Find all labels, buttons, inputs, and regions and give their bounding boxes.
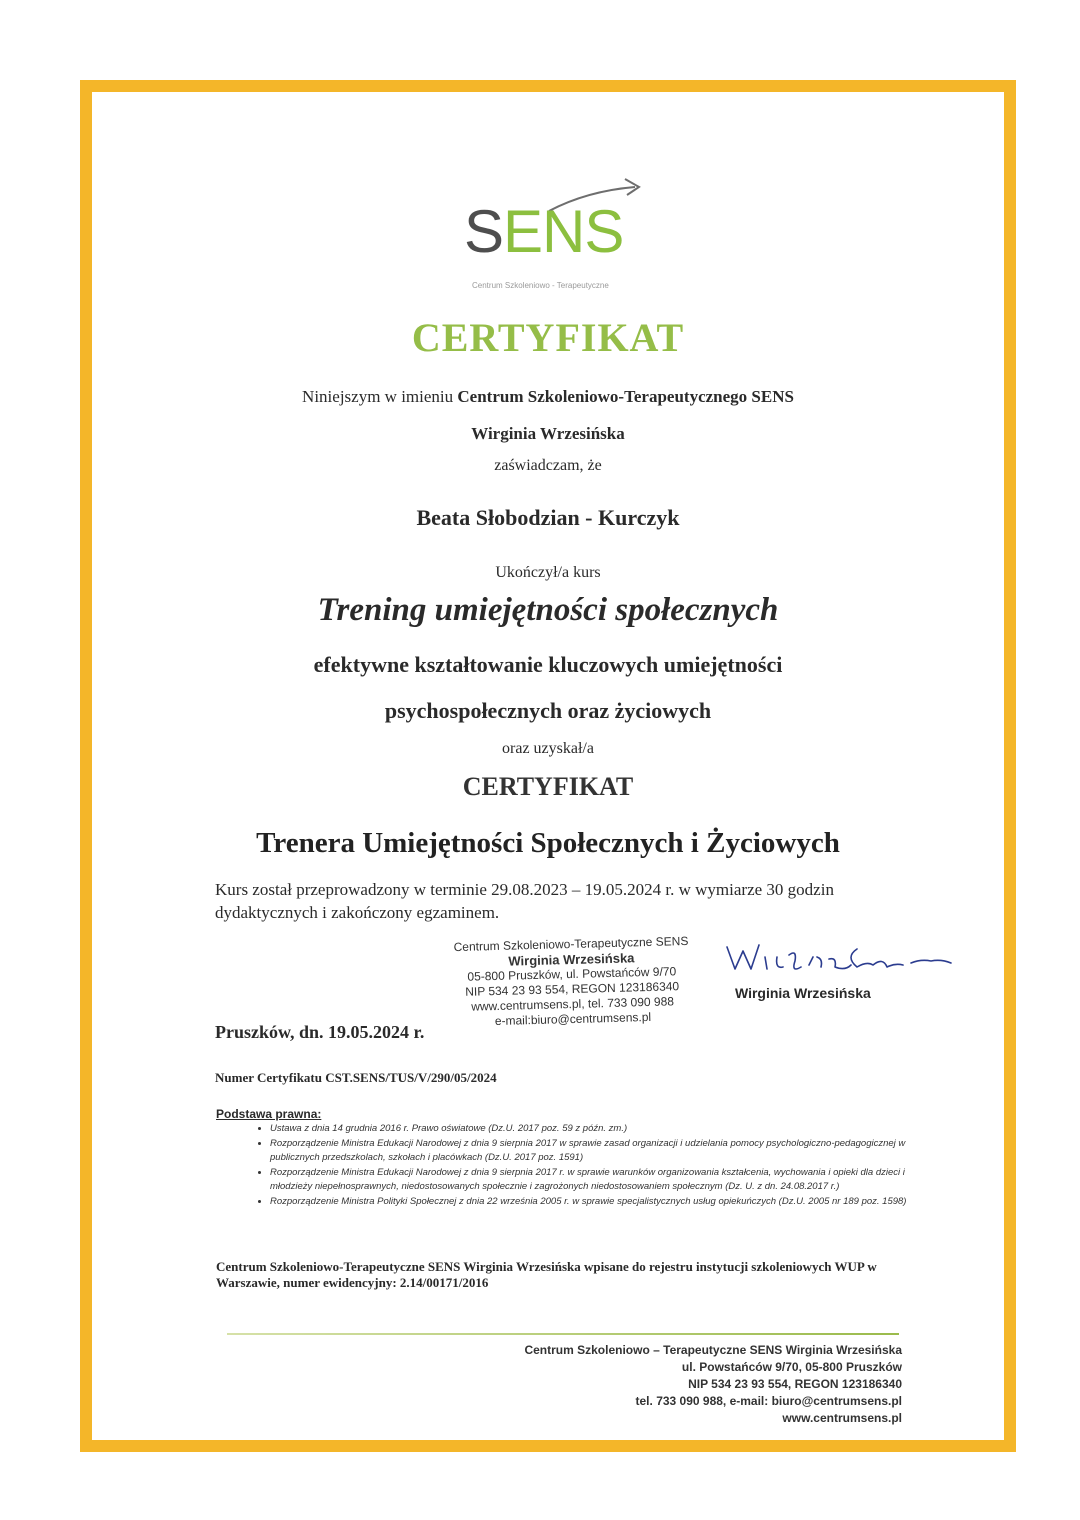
logo-letters-ens: ENS xyxy=(503,198,624,265)
stamp-owner: Wirginia Wrzesińska xyxy=(508,950,635,969)
stamp-line: Centrum Szkoleniowo-Terapeutyczne SENS xyxy=(453,933,689,955)
logo-wordmark xyxy=(464,197,623,266)
intro-line xyxy=(92,387,1004,407)
stamp-nip-regon: NIP 534 23 93 554, REGON 123186340 xyxy=(465,979,680,999)
intro-prefix: Niniejszym w imieniu xyxy=(302,387,454,406)
place-date: Pruszków, dn. 19.05.2024 r. xyxy=(215,1022,425,1042)
registry-note: Centrum Szkoleniowo-Terapeutyczne SENS Wirginia Wrzesińska wpisane do rejestru instytucji szkoleniowych WUP w Warszawie, numer ewidencyjny: 2.14/00171/2016 xyxy=(216,1259,877,1290)
footer-contact xyxy=(512,1342,902,1427)
certificate-trainer-title: Trenera Umiejętności Społecznych i Życiowych xyxy=(256,827,840,859)
legal-basis-item: • Ustawa z dnia 14 grudnia 2016 r. Prawo oświatowe (Dz.U. 2017 poz. 59 z późn. zm.) xyxy=(270,1122,920,1136)
footer-address: ul. Powstańców 9/70, 05-800 Pruszków xyxy=(681,1360,902,1374)
certificate-number: Numer Certyfikatu CST.SENS/TUS/V/290/05/2024 xyxy=(215,1070,497,1085)
intro-organization: Centrum Szkoleniowo-Terapeutycznego SENS xyxy=(457,387,794,406)
certificate-title: CERTYFIKAT xyxy=(411,315,685,360)
handwritten-signature xyxy=(717,937,957,977)
legal-basis-item: • Rozporządzenie Ministra Edukacji Narodowej z dnia 9 sierpnia 2017 r. w sprawie warunków organizowania kształcenia, wychowania i opieki dla dzieci i młodzieży niepełnosprawnych, niedostosowanych społecznie i zagrożonych niedostosowaniem społecznym (Dz. U. z dn. 24.08.2017 r.) xyxy=(270,1166,920,1194)
logo-subtitle: Centrum Szkoleniowo - Terapeutyczne xyxy=(472,281,609,290)
course-name: Trening umiejętności społecznych xyxy=(317,592,779,628)
certificate-frame xyxy=(80,80,1016,1452)
legal-basis-item: • Rozporządzenie Ministra Polityki Społecznej z dnia 22 września 2005 r. w sprawie specjalistycznych usług opiekuńczych (Dz.U. 2005 nr 189 poz. 1598) xyxy=(270,1195,920,1209)
legal-basis-item: • Rozporządzenie Ministra Edukacji Narodowej z dnia 9 sierpnia 2017 w sprawie zasad organizacji i udzielania pomocy psychologiczno-pedagogicznej w publicznych przedszkolach, szkołach i placówkach (Dz.U. 2017 poz. 1591) xyxy=(270,1137,920,1165)
certificate-label: CERTYFIKAT xyxy=(462,772,634,801)
certificate-sheet xyxy=(92,92,1004,1440)
course-subtitle-line2: psychospołecznych oraz życiowych xyxy=(384,698,712,723)
course-info: Kurs został przeprowadzony w terminie 29.08.2023 – 19.05.2024 r. w wymiarze 30 godzin dydaktycznych i zakończony egzaminem. xyxy=(215,880,834,922)
company-stamp xyxy=(441,934,703,1031)
signer-name: Wirginia Wrzesińska xyxy=(735,985,871,1001)
stamp-web-phone: www.centrumsens.pl, tel. 733 090 988 xyxy=(471,994,675,1014)
sens-logo xyxy=(452,177,652,297)
footer-nip-regon: NIP 534 23 93 554, REGON 123186340 xyxy=(688,1377,902,1391)
course-subtitle-line1: efektywne kształtowanie kluczowych umiejętności xyxy=(313,652,783,677)
footer-divider xyxy=(227,1333,899,1335)
certify-text: zaświadczam, że xyxy=(494,457,602,474)
completed-text: Ukończył/a kurs xyxy=(495,564,601,581)
person-name: Beata Słobodzian - Kurczyk xyxy=(416,505,680,530)
owner-name: Wirginia Wrzesińska xyxy=(471,424,625,443)
legal-basis-list xyxy=(242,1122,920,1210)
obtained-text: oraz uzyskał/a xyxy=(502,740,594,757)
legal-basis-heading: Podstawa prawna: xyxy=(216,1107,322,1121)
footer-company: Centrum Szkoleniowo – Terapeutyczne SENS Wirginia Wrzesińska xyxy=(524,1343,902,1357)
footer-website: www.centrumsens.pl xyxy=(782,1411,902,1425)
footer-phone-email: tel. 733 090 988, e-mail: biuro@centrumsens.pl xyxy=(635,1394,902,1408)
logo-letter-s: S xyxy=(464,198,504,265)
stamp-address: 05-800 Pruszków, ul. Powstańców 9/70 xyxy=(467,964,677,984)
stamp-email: e-mail:biuro@centrumsens.pl xyxy=(494,1009,652,1029)
